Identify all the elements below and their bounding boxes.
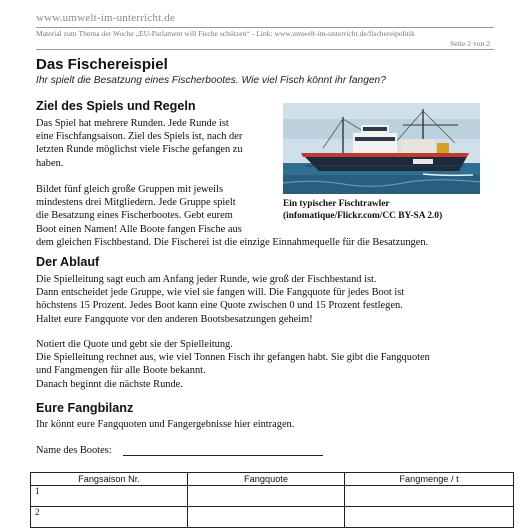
text-line: Notiert die Quote und gebt sie der Spielleitung. (36, 339, 233, 350)
cell-saison: 1 (31, 486, 188, 507)
heading-bilanz: Eure Fangbilanz (36, 401, 134, 415)
column-header-menge: Fangmenge / t (345, 473, 514, 486)
column-header-quote: Fangquote (188, 473, 345, 486)
heading-ziel: Ziel des Spiels und Regeln (36, 99, 196, 113)
caption-credit: (infomatique/Flickr.com/CC BY-SA 2.0) (283, 211, 443, 221)
cell-quote[interactable] (188, 486, 345, 507)
text-line: eine Fischfangsaison. Ziel des Spiels ist, nach der (36, 131, 243, 143)
text-line: letzten Runde möglichst viele Fische gefangen zu (36, 144, 243, 156)
text-line: die Besatzung eines Fischerbootes. Gebt eurem (36, 210, 233, 222)
photo-caption (283, 198, 442, 222)
ablauf-paragraph-2 (36, 338, 430, 391)
bilanz-intro (36, 418, 294, 431)
trawler-photo (283, 103, 480, 194)
table-header-row (31, 473, 514, 486)
text-line: Dann entscheidet jede Gruppe, wie viel sie fangen will. Die Fangquote für jedes Boot ist (36, 287, 405, 299)
text-line: und Fangmengen für alle Boote bekannt. (36, 365, 206, 377)
page-number: Seite 2 von 2 (450, 39, 490, 48)
text-line: Boot einen Namen! Alle Boote fangen Fische aus (36, 223, 242, 235)
text-line: Die Spielleitung rechnet aus, wie viel Tonnen Fisch ihr gefangen habt. Sie gibt die Fangquoten (36, 352, 430, 364)
site-url[interactable]: www.umwelt-im-unterricht.de (36, 12, 176, 24)
text-line: Danach beginnt die nächste Runde. (36, 378, 183, 390)
header-meta: Material zum Thema der Woche „EU-Parlament will Fische schützen“ - Link: www.umwelt-im-unterricht.de/fischereipolitik (36, 29, 415, 38)
page-title: Das Fischereispiel (36, 56, 168, 73)
trawler-illustration (283, 103, 480, 194)
text-line: höchstens 15 Prozent. Jedes Boot kann eine Quote zwischen 0 und 15 Prozent festlegen. (36, 300, 403, 312)
boat-name-label: Name des Bootes: (36, 445, 112, 456)
cell-menge[interactable] (345, 486, 514, 507)
cell-quote[interactable] (188, 507, 345, 528)
ablauf-paragraph-1 (36, 273, 404, 326)
text-line: Bildet fünf gleich große Gruppen mit jeweils (36, 184, 223, 195)
column-header-saison: Fangsaison Nr. (31, 473, 188, 486)
page-subtitle: Ihr spielt die Besatzung eines Fischerbootes. Wie viel Fisch könnt ihr fangen? (36, 75, 386, 86)
text-line: haben. (36, 157, 64, 169)
cell-saison: 2 (31, 507, 188, 528)
ziel-paragraph-1 (36, 117, 243, 170)
table-row (31, 486, 514, 507)
header-rule-bottom (36, 49, 494, 50)
text-line: Ihr könnt eure Fangquoten und Fangergebnisse hier eintragen. (36, 419, 295, 430)
text-line: Die Spielleitung sagt euch am Anfang jeder Runde, wie groß der Fischbestand ist. (36, 274, 377, 285)
text-line: mindestens drei Mitgliedern. Jede Gruppe spielt (36, 197, 236, 209)
text-line: Das Spiel hat mehrere Runden. Jede Runde ist (36, 118, 229, 129)
boat-name-field[interactable] (123, 455, 323, 456)
heading-ablauf: Der Ablauf (36, 255, 100, 269)
caption-title: Ein typischer Fischtrawler (283, 199, 390, 209)
text-line: Haltet eure Fangquote vor den anderen Bootsbesatzungen geheim! (36, 313, 313, 325)
text-line: dem gleichen Fischbestand. Die Fischerei ist die einzige Einnahmequelle für die Besatzungen. (36, 236, 429, 248)
header-rule (36, 27, 494, 28)
table-row (31, 507, 514, 528)
cell-menge[interactable] (345, 507, 514, 528)
